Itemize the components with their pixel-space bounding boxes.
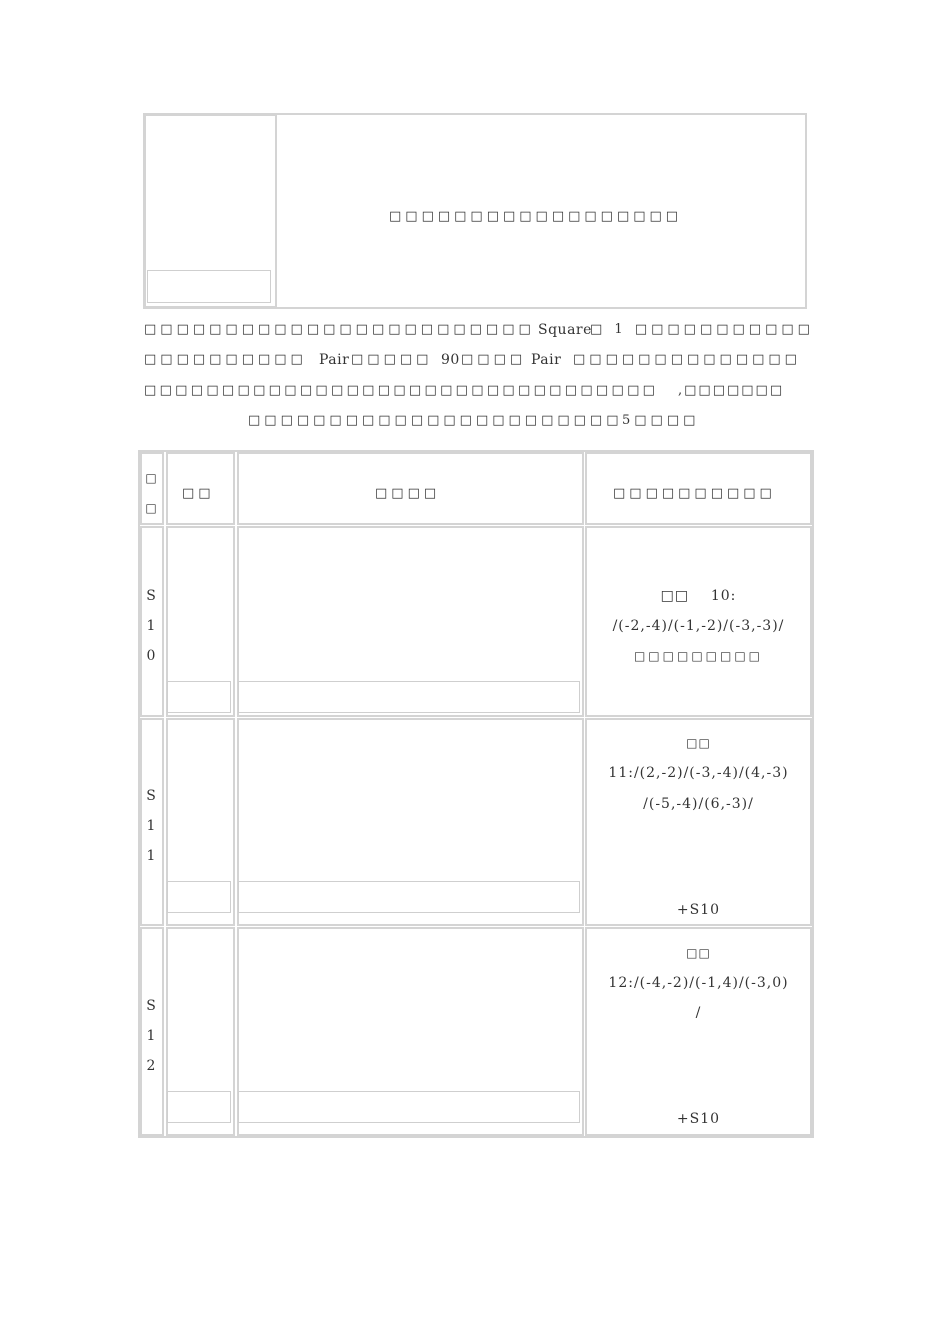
table-row-s12-footer: +S10 (676, 1111, 721, 1127)
table-row-s11-answer-2: 11:/(2,-2)/(-3,-4)/(4,-3) (608, 765, 789, 781)
paragraph-line4-right: 5□□□□ (622, 413, 700, 428)
header-image-placeholder (147, 270, 271, 303)
paragraph-line2-a: □□□□□□□□□□ (144, 352, 307, 367)
table-row-s12-answer-3: / (695, 1005, 702, 1021)
table-header-id-char-1: □ (145, 471, 157, 485)
table-row-s10-id-3: 0 (146, 648, 156, 664)
paragraph-line2-g: □□□□□□□□□□□□□□ (573, 352, 801, 367)
table-row-s12-id-3: 2 (146, 1058, 156, 1074)
table-row-s10-id-2: 1 (146, 618, 156, 634)
paragraph-line1-mid: Square (538, 322, 592, 338)
table-row-s10-answer-2: /(-2,-4)/(-1,-2)/(-3,-3)/ (612, 618, 785, 634)
table-row-s12-col2-image (167, 1091, 231, 1123)
paragraph-line2-e: □□□□ (461, 352, 527, 367)
table-header-col4: □□□□□□□□□□ (613, 486, 776, 501)
paragraph-line2-c: □□□□□ (351, 352, 433, 367)
table-header-id-char-2: □ (145, 501, 157, 515)
table-row-s11-answer-1: □□ (686, 736, 711, 750)
table-row-s11-col2-image (167, 881, 231, 913)
table-row-s11-id-1: S (146, 788, 156, 804)
paragraph-line1-right: □ 1 □□□□□□□□□□□ (590, 322, 814, 337)
table-row-s12-col3-image (238, 1091, 580, 1123)
paragraph-line2-b: Pair (319, 352, 350, 368)
table-row-s10-answer-1: □□ 10: (660, 588, 737, 604)
table-row-s10-col2-image (167, 681, 231, 713)
table-row-s11-id-2: 1 (146, 818, 156, 834)
paragraph-line3-left: □□□□□□□□□□□□□□□□□□□□□□□□□□□□□□□□□ (144, 383, 659, 398)
paragraph-line4-left: □□□□□□□□□□□□□□□□□□□□□□□ (248, 413, 623, 428)
table-row-s10-col3-image (238, 681, 580, 713)
paragraph-line2-f: Pair (531, 352, 562, 368)
paragraph-line3-right: ,□□□□□□□ (678, 383, 785, 398)
table-header-col3: □□□□ (375, 486, 441, 501)
header-title: □□□□□□□□□□□□□□□□□□ (389, 209, 683, 224)
table-row-s12-answer-1: □□ (686, 946, 711, 960)
table-row-s10-answer-3: □□□□□□□□□ (633, 649, 764, 663)
table-row-s12-answer-2: 12:/(-4,-2)/(-1,4)/(-3,0) (608, 975, 789, 991)
table-row-s10-id-1: S (146, 588, 156, 604)
table-row-s11-col3-image (238, 881, 580, 913)
paragraph-line2-d: 90 (441, 352, 460, 368)
table-row-s11-footer: +S10 (676, 902, 721, 918)
table-row-s12-id-2: 1 (146, 1028, 156, 1044)
table-row-s12-id-1: S (146, 998, 156, 1014)
table-row-s11-answer-3: /(-5,-4)/(6,-3)/ (643, 796, 754, 812)
paragraph-line1-left: □□□□□□□□□□□□□□□□□□□□□□□□ (144, 322, 535, 337)
table-row-s11-id-3: 1 (146, 848, 156, 864)
table-header-col2: □□ (182, 486, 215, 501)
